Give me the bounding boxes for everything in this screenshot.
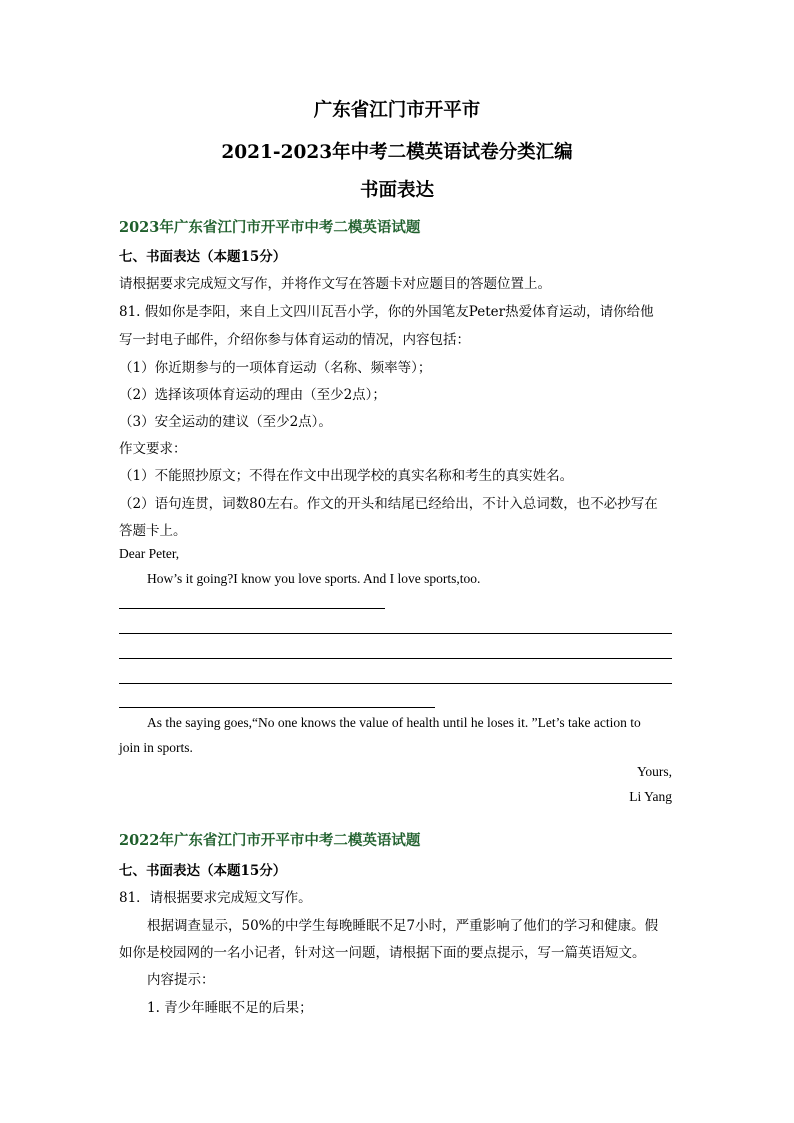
requirement-2-line2: 答题卡上。 — [119, 523, 187, 539]
paragraph-2022-line1: 根据调查显示，50%的中学生每晚睡眠不足7小时，严重影响了他们的学习和健康。假 — [147, 918, 659, 934]
instruction-2023: 请根据要求完成短文写作，并将作文写在答题卡对应题目的答题位置上。 — [119, 276, 551, 292]
letter-opening: How’s it going?I know you love sports. And I love sports,too. — [147, 571, 481, 586]
doc-title-topic: 书面表达 — [359, 180, 434, 201]
hint-title: 内容提示： — [147, 972, 215, 988]
answer-line — [119, 683, 672, 684]
answer-line — [119, 658, 672, 659]
question-81-2022: 81．请根据要求完成短文写作。 — [119, 890, 312, 906]
doc-title-series: 2021-2023年中考二模英语试卷分类汇编 — [221, 142, 573, 163]
requirement-1: （1）不能照抄原文；不得在作文中出现学校的真实名称和考生的真实姓名。 — [119, 468, 574, 484]
answer-line — [119, 608, 385, 609]
part-heading-2022: 七、书面表达（本题15分） — [119, 863, 287, 879]
content-point-1: （1）你近期参与的一项体育运动（名称、频率等）； — [119, 360, 432, 376]
letter-signoff: Yours, — [636, 764, 672, 779]
letter-closing-line2: join in sports. — [119, 740, 193, 755]
content-point-2: （2）选择该项体育运动的理由（至少2点）； — [119, 387, 386, 403]
question-81-line2: 写一封电子邮件，介绍你参与体育运动的情况，内容包括： — [119, 332, 470, 348]
letter-closing-line1: As the saying goes,“No one knows the value of health until he loses it. ”Let’s take action to — [147, 715, 641, 730]
section-heading-2022: 2022年广东省江门市开平市中考二模英语试题 — [119, 832, 421, 849]
section-heading-2023: 2023年广东省江门市开平市中考二模英语试题 — [119, 219, 421, 236]
requirement-2-line1: （2）语句连贯，词数80左右。作文的开头和结尾已经给出，不计入总词数，也不必抄写在 — [119, 496, 658, 512]
letter-greeting: Dear Peter, — [119, 546, 180, 561]
part-heading-2023: 七、书面表达（本题15分） — [119, 249, 287, 265]
requirements-title: 作文要求： — [119, 441, 187, 457]
answer-line — [119, 633, 672, 634]
doc-title-region: 广东省江门市开平市 — [313, 100, 481, 121]
content-point-3: （3）安全运动的建议（至少2点）。 — [119, 414, 332, 430]
hint-point-1: 1. 青少年睡眠不足的后果； — [147, 1000, 313, 1016]
question-81-line1: 81. 假如你是李阳，来自上文四川瓦吾小学，你的外国笔友Peter热爱体育运动，请你给他 — [119, 304, 654, 320]
answer-line — [119, 707, 435, 708]
letter-signature: Li Yang — [629, 789, 672, 804]
paragraph-2022-line2: 如你是校园网的一名小记者，针对这一问题，请根据下面的要点提示，写一篇英语短文。 — [119, 945, 646, 961]
